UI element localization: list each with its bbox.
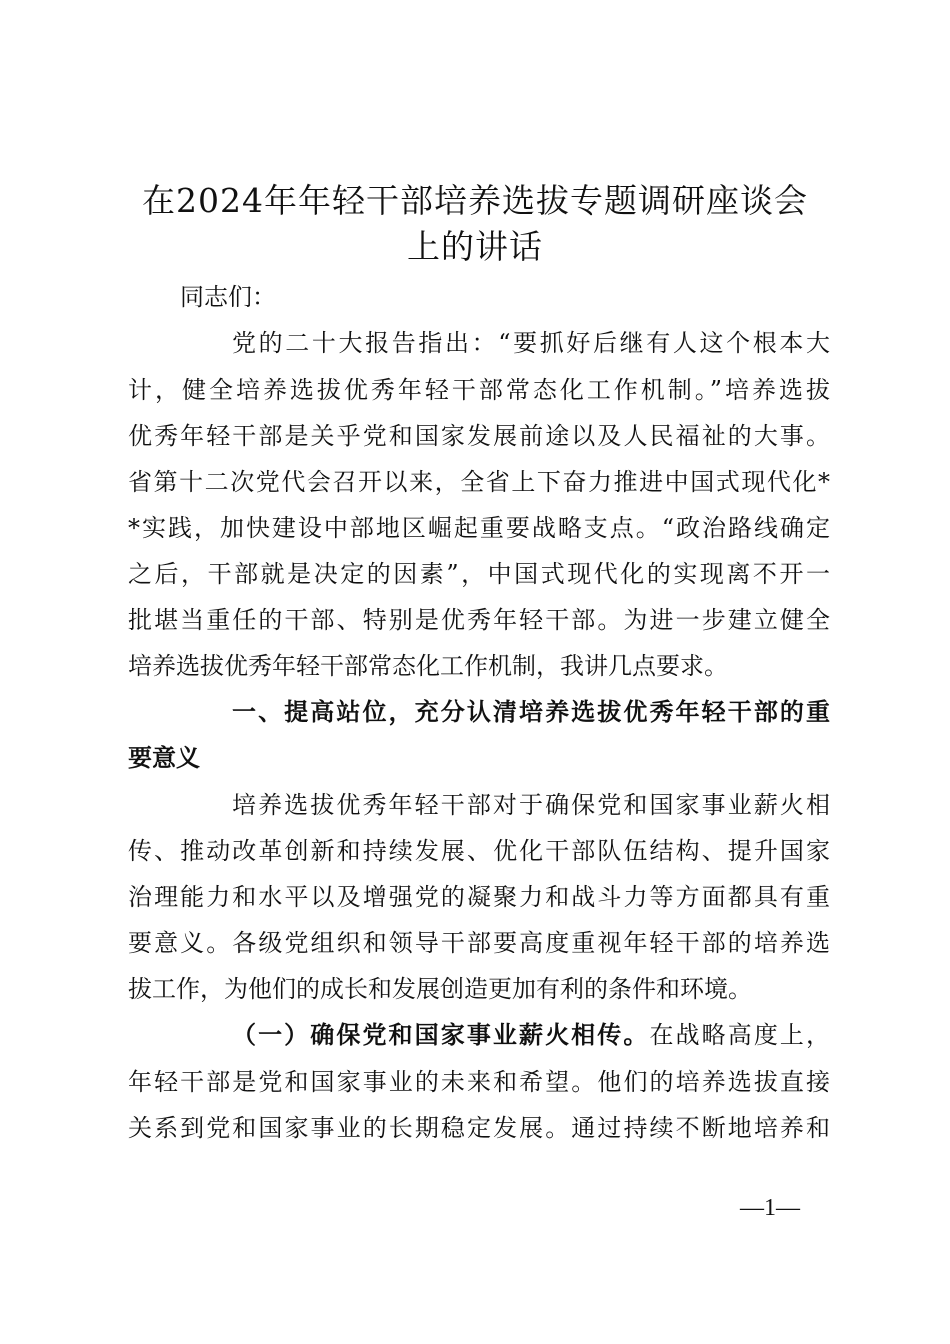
paragraph-line: 计，健全培养选拔优秀年轻干部常态化工作机制。”培养选拔 [128,376,830,404]
paragraph-line: 省第十二次党代会召开以来，全省上下奋力推进中国式现代化* [128,468,830,496]
paragraph-line: 之后，干部就是决定的因素”，中国式现代化的实现离不开一 [128,560,830,588]
subsection-heading: （一）确保党和国家事业薪火相传。 [232,1020,650,1049]
document-title-line-1: 在2024年年轻干部培养选拔专题调研座谈会 [142,181,808,220]
paragraph-line: 批堪当重任的干部、特别是优秀年轻干部。为进一步建立健全 [128,606,830,634]
paragraph-line: 培养选拔优秀年轻干部常态化工作机制，我讲几点要求。 [128,652,728,680]
paragraph-line: 拔工作，为他们的成长和发展创造更加有利的条件和环境。 [128,975,752,1003]
paragraph-line: 关系到党和国家事业的长期稳定发展。通过持续不断地培养和 [128,1114,830,1142]
paragraph-line: 要意义。各级党组织和领导干部要高度重视年轻干部的培养选 [128,929,830,957]
salutation: 同志们： [180,283,276,311]
subsection-text: 在战略高度上， [649,1021,830,1049]
section-heading-line: 要意义 [128,744,200,772]
paragraph-line: 传、推动改革创新和持续发展、优化干部队伍结构、提升国家 [128,837,830,865]
paragraph-line: 党的二十大报告指出：“要抓好后继有人这个根本大 [232,329,830,357]
subsection-first-line [232,1019,830,1051]
document-title-line-2: 上的讲话 [407,227,543,266]
paragraph-line: 治理能力和水平以及增强党的凝聚力和战斗力等方面都具有重 [128,883,830,911]
paragraph-line: 培养选拔优秀年轻干部对于确保党和国家事业薪火相 [232,791,830,819]
section-heading-line: 一、提高站位，充分认清培养选拔优秀年轻干部的重 [232,698,830,726]
paragraph-line: *实践，加快建设中部地区崛起重要战略支点。“政治路线确定 [128,514,830,542]
page-number: —1— [740,1195,800,1221]
paragraph-line: 优秀年轻干部是关乎党和国家发展前途以及人民福祉的大事。 [128,422,830,450]
paragraph-line: 年轻干部是党和国家事业的未来和希望。他们的培养选拔直接 [128,1068,830,1096]
